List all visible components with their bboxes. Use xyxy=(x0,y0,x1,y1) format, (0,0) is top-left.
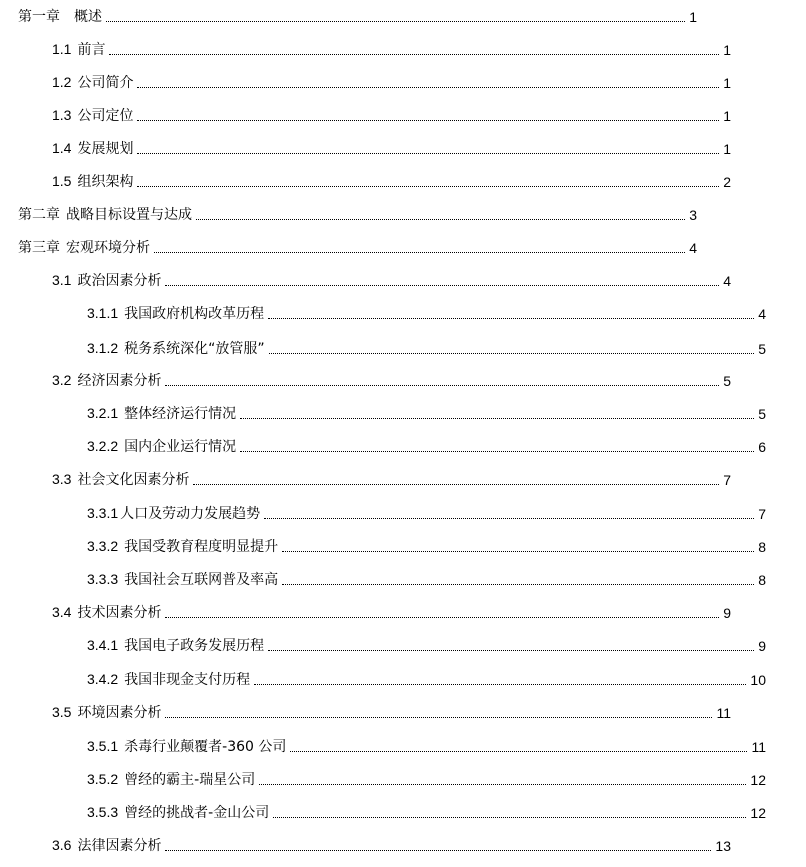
dot-leader xyxy=(268,318,754,319)
toc-entry-1-3[interactable] xyxy=(0,102,771,126)
toc-entry-1-2[interactable] xyxy=(0,69,771,93)
toc-entry-page-number: 9 xyxy=(758,638,766,654)
toc-entry-title: 国内企业运行情况 xyxy=(124,439,237,455)
toc-entry-page-number: 1 xyxy=(723,75,731,91)
dot-leader xyxy=(165,717,712,718)
toc-entry-label xyxy=(87,570,278,590)
toc-entry-label xyxy=(87,803,269,823)
toc-entry-label xyxy=(18,7,102,27)
toc-entry-label xyxy=(52,703,161,723)
toc-entry-label xyxy=(52,371,161,391)
toc-entry-label xyxy=(52,603,161,623)
toc-entry-number: 3.5.2 xyxy=(87,771,119,787)
dot-leader xyxy=(165,850,711,851)
toc-entry-label xyxy=(87,504,260,524)
toc-entry-title: 前言 xyxy=(77,42,106,58)
toc-entry-title: 我国受教育程度明显提升 xyxy=(124,539,279,555)
toc-entry-page-number: 10 xyxy=(750,672,766,688)
toc-entry-page-number: 4 xyxy=(758,306,766,322)
toc-entry-page-number: 8 xyxy=(758,572,766,588)
toc-entry-number: 3.1.2 xyxy=(87,340,119,356)
toc-entry-label xyxy=(52,836,161,856)
toc-entry-label xyxy=(18,238,150,258)
toc-entry-chapter-1[interactable] xyxy=(0,3,737,27)
toc-entry-3-2[interactable] xyxy=(0,367,771,391)
toc-entry-number: 3.4.1 xyxy=(87,637,119,653)
toc-entry-3-5-1[interactable] xyxy=(0,733,806,757)
toc-entry-3-3[interactable] xyxy=(0,466,771,490)
toc-entry-page-number: 12 xyxy=(750,805,766,821)
toc-entry-number: 第二章 xyxy=(18,206,60,222)
dot-leader xyxy=(254,684,746,685)
toc-entry-number: 3.6 xyxy=(52,837,72,853)
toc-entry-number: 3.3 xyxy=(52,471,72,487)
toc-entry-number: 第三章 xyxy=(18,239,60,255)
dot-leader xyxy=(137,153,719,154)
toc-entry-title: 发展规划 xyxy=(77,141,134,157)
toc-entry-page-number: 7 xyxy=(758,506,766,522)
toc-entry-label xyxy=(87,770,255,790)
toc-entry-3-5[interactable] xyxy=(0,699,771,723)
dot-leader xyxy=(137,186,719,187)
toc-entry-3-5-3[interactable] xyxy=(0,799,806,823)
toc-entry-page-number: 5 xyxy=(758,406,766,422)
toc-entry-number: 3.4.2 xyxy=(87,671,119,687)
toc-entry-number: 3.1 xyxy=(52,272,72,288)
toc-entry-label xyxy=(87,737,286,757)
toc-entry-title: 法律因素分析 xyxy=(77,838,162,854)
toc-entry-label xyxy=(87,404,236,424)
toc-entry-3-3-3[interactable] xyxy=(0,566,806,590)
dot-leader xyxy=(193,484,719,485)
toc-entry-title: 整体经济运行情况 xyxy=(124,406,237,422)
dot-leader xyxy=(154,252,685,253)
toc-entry-label xyxy=(52,106,133,126)
toc-entry-label xyxy=(87,304,264,324)
toc-entry-title: 经济因素分析 xyxy=(77,373,162,389)
toc-entry-number: 1.2 xyxy=(52,74,72,90)
dot-leader xyxy=(196,219,685,220)
toc-entry-number: 3.2.2 xyxy=(87,438,119,454)
dot-leader xyxy=(165,285,719,286)
dot-leader xyxy=(282,584,754,585)
toc-entry-page-number: 11 xyxy=(716,705,731,721)
toc-entry-number: 3.3.1 xyxy=(87,505,119,521)
dot-leader xyxy=(264,518,754,519)
toc-entry-title: 公司定位 xyxy=(77,108,134,124)
toc-entry-title: 政治因素分析 xyxy=(77,273,162,289)
toc-entry-page-number: 1 xyxy=(723,42,731,58)
toc-entry-number: 1.3 xyxy=(52,107,72,123)
toc-entry-page-number: 5 xyxy=(758,341,766,357)
toc-entry-title: 曾经的霸主-瑞星公司 xyxy=(124,772,256,788)
dot-leader xyxy=(290,751,747,752)
dot-leader xyxy=(137,87,719,88)
toc-entry-label xyxy=(87,670,250,690)
toc-entry-title: 我国政府机构改革历程 xyxy=(124,306,265,322)
toc-entry-3-3-1[interactable] xyxy=(0,500,806,524)
toc-entry-1-5[interactable] xyxy=(0,168,771,192)
toc-entry-label xyxy=(52,470,189,490)
toc-entry-3-4-1[interactable] xyxy=(0,632,806,656)
toc-entry-number: 3.5.1 xyxy=(87,738,119,754)
dot-leader xyxy=(165,617,719,618)
toc-entry-number: 3.1.1 xyxy=(87,305,119,321)
toc-entry-number: 1.4 xyxy=(52,140,72,156)
dot-leader xyxy=(269,353,755,354)
toc-entry-title: 公司简介 xyxy=(77,75,134,91)
toc-entry-label xyxy=(52,40,105,60)
toc-entry-number: 3.2.1 xyxy=(87,405,119,421)
toc-entry-chapter-2[interactable] xyxy=(0,201,737,225)
toc-entry-page-number: 1 xyxy=(723,108,731,124)
dot-leader xyxy=(240,451,754,452)
toc-entry-label xyxy=(87,437,236,457)
dot-leader xyxy=(137,120,719,121)
toc-entry-3-1-1[interactable] xyxy=(0,300,806,324)
dot-leader xyxy=(273,817,746,818)
toc-entry-number: 3.3.3 xyxy=(87,571,119,587)
dot-leader xyxy=(165,385,719,386)
toc-entry-title: 我国社会互联网普及率高 xyxy=(124,572,279,588)
toc-entry-title: 人口及劳动力发展趋势 xyxy=(120,506,261,522)
toc-entry-page-number: 9 xyxy=(723,605,731,621)
toc-entry-3-4[interactable] xyxy=(0,599,771,623)
toc-entry-page-number: 1 xyxy=(723,141,731,157)
dot-leader xyxy=(240,418,754,419)
dot-leader xyxy=(268,650,754,651)
toc-entry-number: 3.4 xyxy=(52,604,72,620)
toc-entry-title: 我国电子政务发展历程 xyxy=(124,638,265,654)
toc-entry-1-1[interactable] xyxy=(0,36,771,60)
toc-entry-label xyxy=(87,339,265,359)
dot-leader xyxy=(282,551,754,552)
toc-entry-label xyxy=(87,537,278,557)
toc-entry-page-number: 13 xyxy=(715,838,731,854)
toc-entry-page-number: 1 xyxy=(689,9,697,25)
toc-entry-label xyxy=(52,73,133,93)
toc-entry-page-number: 5 xyxy=(723,373,731,389)
dot-leader xyxy=(106,21,685,22)
toc-entry-3-2-1[interactable] xyxy=(0,400,806,424)
toc-entry-3-1-2[interactable] xyxy=(0,335,806,359)
toc-entry-number: 3.3.2 xyxy=(87,538,119,554)
toc-entry-label xyxy=(52,172,133,192)
toc-entry-title: 税务系统深化“放管服” xyxy=(124,341,265,357)
toc-entry-3-5-2[interactable] xyxy=(0,766,806,790)
toc-entry-page-number: 11 xyxy=(751,739,766,755)
toc-entry-title: 宏观环境分析 xyxy=(66,240,150,256)
toc-entry-page-number: 8 xyxy=(758,539,766,555)
toc-entry-page-number: 4 xyxy=(723,273,731,289)
toc-entry-number: 3.5 xyxy=(52,704,72,720)
toc-entry-1-4[interactable] xyxy=(0,135,771,159)
toc-entry-page-number: 4 xyxy=(689,240,697,256)
toc-entry-3-4-2[interactable] xyxy=(0,666,806,690)
toc-entry-number: 3.5.3 xyxy=(87,804,119,820)
toc-entry-title: 概述 xyxy=(74,9,102,25)
toc-entry-page-number: 2 xyxy=(723,174,731,190)
dot-leader xyxy=(259,784,746,785)
toc-entry-3-3-2[interactable] xyxy=(0,533,806,557)
dot-leader xyxy=(109,54,719,55)
toc-entry-page-number: 3 xyxy=(689,207,697,223)
toc-entry-label xyxy=(87,636,264,656)
toc-entry-label xyxy=(18,205,192,225)
toc-entry-number: 第一章 xyxy=(18,8,60,24)
toc-entry-page-number: 12 xyxy=(750,772,766,788)
toc-entry-number: 1.5 xyxy=(52,173,72,189)
toc-entry-number: 1.1 xyxy=(52,41,72,57)
toc-entry-label xyxy=(52,139,133,159)
toc-entry-title: 技术因素分析 xyxy=(77,605,162,621)
toc-entry-title: 社会文化因素分析 xyxy=(77,472,190,488)
toc-entry-number: 3.2 xyxy=(52,372,72,388)
toc-entry-3-1[interactable] xyxy=(0,267,771,291)
toc-entry-3-6[interactable] xyxy=(0,832,771,856)
toc-entry-3-2-2[interactable] xyxy=(0,433,806,457)
toc-entry-title: 环境因素分析 xyxy=(77,705,162,721)
toc-entry-title: 曾经的挑战者-金山公司 xyxy=(124,805,270,821)
toc-entry-title: 我国非现金支付历程 xyxy=(124,672,251,688)
toc-entry-title: 杀毒行业颠覆者-360 公司 xyxy=(124,739,287,755)
toc-entry-label xyxy=(52,271,161,291)
toc-entry-chapter-3[interactable] xyxy=(0,234,737,258)
toc-entry-page-number: 6 xyxy=(758,439,766,455)
toc-entry-title: 战略目标设置与达成 xyxy=(66,207,192,223)
toc-entry-page-number: 7 xyxy=(723,472,731,488)
toc-entry-title: 组织架构 xyxy=(77,174,134,190)
